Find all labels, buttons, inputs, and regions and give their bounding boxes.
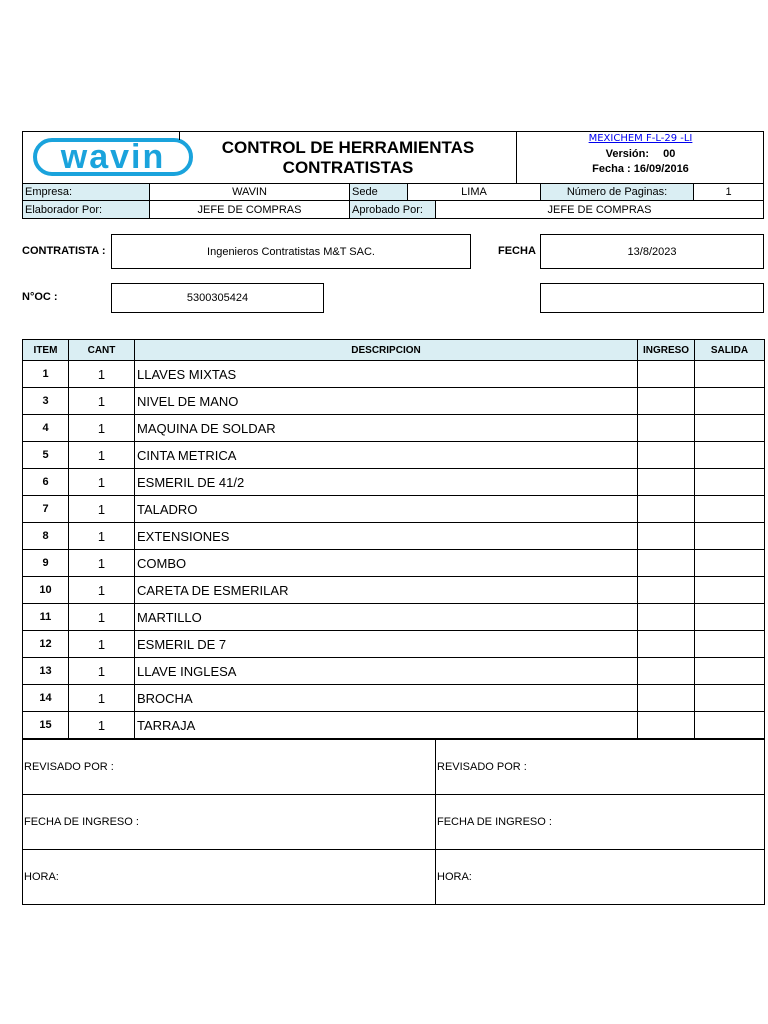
item-number-cell: 15 (23, 712, 69, 739)
item-number-cell: 1 (23, 361, 69, 388)
oc-field[interactable]: 5300305424 (111, 283, 324, 313)
item-quantity-cell: 1 (69, 442, 135, 469)
item-quantity-cell: 1 (69, 631, 135, 658)
hora-right[interactable]: HORA: (436, 850, 765, 905)
table-row (23, 442, 765, 469)
item-number-cell: 4 (23, 415, 69, 442)
version-row (517, 148, 764, 160)
item-salida-cell[interactable] (695, 415, 765, 442)
item-salida-cell[interactable] (695, 361, 765, 388)
item-ingreso-cell[interactable] (638, 550, 695, 577)
item-salida-cell[interactable] (695, 550, 765, 577)
item-description-cell: BROCHA (135, 685, 638, 712)
item-ingreso-cell[interactable] (638, 523, 695, 550)
item-salida-cell[interactable] (695, 577, 765, 604)
item-description-cell: LLAVE INGLESA (135, 658, 638, 685)
item-description-cell: CINTA METRICA (135, 442, 638, 469)
item-ingreso-cell[interactable] (638, 469, 695, 496)
doc-meta-box (516, 132, 764, 183)
extra-field[interactable] (540, 283, 764, 313)
item-ingreso-cell[interactable] (638, 442, 695, 469)
table-row (23, 631, 765, 658)
item-salida-cell[interactable] (695, 388, 765, 415)
page-title-line1: CONTROL DE HERRAMIENTAS (221, 137, 475, 157)
table-row (23, 496, 765, 523)
contratista-label: CONTRATISTA : (22, 245, 106, 257)
table-row (23, 658, 765, 685)
fecha-ingreso-left[interactable]: FECHA DE INGRESO : (23, 795, 436, 850)
item-quantity-cell: 1 (69, 712, 135, 739)
footer-row-fecha (23, 795, 765, 850)
footer-row-hora (23, 850, 765, 905)
sede-value: LIMA (407, 183, 541, 201)
item-description-cell: TALADRO (135, 496, 638, 523)
item-description-cell: COMBO (135, 550, 638, 577)
item-salida-cell[interactable] (695, 604, 765, 631)
table-row (23, 604, 765, 631)
title-box (180, 132, 516, 183)
col-header-cant: CANT (69, 340, 135, 361)
col-header-salida: SALIDA (695, 340, 765, 361)
item-quantity-cell: 1 (69, 550, 135, 577)
item-ingreso-cell[interactable] (638, 388, 695, 415)
item-salida-cell[interactable] (695, 496, 765, 523)
item-quantity-cell: 1 (69, 604, 135, 631)
fecha-ingreso-right[interactable]: FECHA DE INGRESO : (436, 795, 765, 850)
paginas-label: Número de Paginas: (540, 183, 694, 201)
fecha-label: FECHA (498, 245, 536, 257)
item-ingreso-cell[interactable] (638, 631, 695, 658)
revisado-left[interactable]: REVISADO POR : (23, 740, 436, 795)
item-ingreso-cell[interactable] (638, 496, 695, 523)
empresa-label: Empresa: (22, 183, 150, 201)
col-header-item: ITEM (23, 340, 69, 361)
aprobado-label: Aprobado Por: (349, 200, 436, 219)
item-number-cell: 11 (23, 604, 69, 631)
table-row (23, 577, 765, 604)
item-number-cell: 10 (23, 577, 69, 604)
version-value: 00 (663, 148, 676, 160)
item-salida-cell[interactable] (695, 631, 765, 658)
item-quantity-cell: 1 (69, 685, 135, 712)
date-row (517, 163, 764, 175)
table-row (23, 469, 765, 496)
item-salida-cell[interactable] (695, 469, 765, 496)
item-description-cell: CARETA DE ESMERILAR (135, 577, 638, 604)
header-block (22, 131, 764, 184)
item-description-cell: ESMERIL DE 41/2 (135, 469, 638, 496)
page-title-line2: CONTRATISTAS (282, 157, 414, 177)
item-ingreso-cell[interactable] (638, 577, 695, 604)
item-quantity-cell: 1 (69, 415, 135, 442)
footer-row-revisado (23, 740, 765, 795)
sede-label: Sede (349, 183, 408, 201)
item-salida-cell[interactable] (695, 685, 765, 712)
item-quantity-cell: 1 (69, 577, 135, 604)
table-row (23, 685, 765, 712)
item-number-cell: 12 (23, 631, 69, 658)
item-number-cell: 9 (23, 550, 69, 577)
item-ingreso-cell[interactable] (638, 604, 695, 631)
item-ingreso-cell[interactable] (638, 658, 695, 685)
col-header-ingreso: INGRESO (638, 340, 695, 361)
item-ingreso-cell[interactable] (638, 712, 695, 739)
logo (23, 132, 180, 183)
item-salida-cell[interactable] (695, 442, 765, 469)
item-description-cell: EXTENSIONES (135, 523, 638, 550)
item-quantity-cell: 1 (69, 523, 135, 550)
item-ingreso-cell[interactable] (638, 685, 695, 712)
item-description-cell: MARTILLO (135, 604, 638, 631)
elaborador-label: Elaborador Por: (22, 200, 150, 219)
contratista-field[interactable]: Ingenieros Contratistas M&T SAC. (111, 234, 471, 269)
item-salida-cell[interactable] (695, 658, 765, 685)
doc-code-link[interactable]: MEXICHEM F-L-29 -LI (588, 133, 693, 144)
table-row (23, 712, 765, 739)
item-ingreso-cell[interactable] (638, 361, 695, 388)
item-number-cell: 6 (23, 469, 69, 496)
item-number-cell: 5 (23, 442, 69, 469)
item-quantity-cell: 1 (69, 388, 135, 415)
table-header-row (23, 340, 765, 361)
logo-text: wavin (60, 138, 166, 176)
col-header-descripcion: DESCRIPCION (135, 340, 638, 361)
item-description-cell: LLAVES MIXTAS (135, 361, 638, 388)
item-description-cell: NIVEL DE MANO (135, 388, 638, 415)
item-number-cell: 14 (23, 685, 69, 712)
item-number-cell: 8 (23, 523, 69, 550)
items-table (22, 339, 765, 739)
date-value: 16/09/2016 (633, 163, 689, 175)
table-row (23, 550, 765, 577)
item-quantity-cell: 1 (69, 361, 135, 388)
hora-left[interactable]: HORA: (23, 850, 436, 905)
revisado-right[interactable]: REVISADO POR : (436, 740, 765, 795)
date-label: Fecha : (592, 163, 631, 175)
items-table-body (23, 361, 765, 739)
footer-table (22, 739, 765, 905)
item-description-cell: TARRAJA (135, 712, 638, 739)
aprobado-value: JEFE DE COMPRAS (435, 200, 764, 219)
item-number-cell: 3 (23, 388, 69, 415)
item-number-cell: 7 (23, 496, 69, 523)
oc-label: N°OC : (22, 291, 58, 303)
item-ingreso-cell[interactable] (638, 415, 695, 442)
table-row (23, 523, 765, 550)
fecha-field[interactable]: 13/8/2023 (540, 234, 764, 269)
item-quantity-cell: 1 (69, 658, 135, 685)
table-row (23, 361, 765, 388)
item-description-cell: MAQUINA DE SOLDAR (135, 415, 638, 442)
elaborador-value: JEFE DE COMPRAS (149, 200, 350, 219)
item-quantity-cell: 1 (69, 469, 135, 496)
version-label: Versión: (605, 148, 650, 160)
item-salida-cell[interactable] (695, 523, 765, 550)
table-row (23, 388, 765, 415)
empresa-value: WAVIN (149, 183, 350, 201)
table-row (23, 415, 765, 442)
item-quantity-cell: 1 (69, 496, 135, 523)
paginas-value: 1 (693, 183, 764, 201)
item-salida-cell[interactable] (695, 712, 765, 739)
wavin-logo-mark (33, 138, 193, 176)
item-description-cell: ESMERIL DE 7 (135, 631, 638, 658)
item-number-cell: 13 (23, 658, 69, 685)
